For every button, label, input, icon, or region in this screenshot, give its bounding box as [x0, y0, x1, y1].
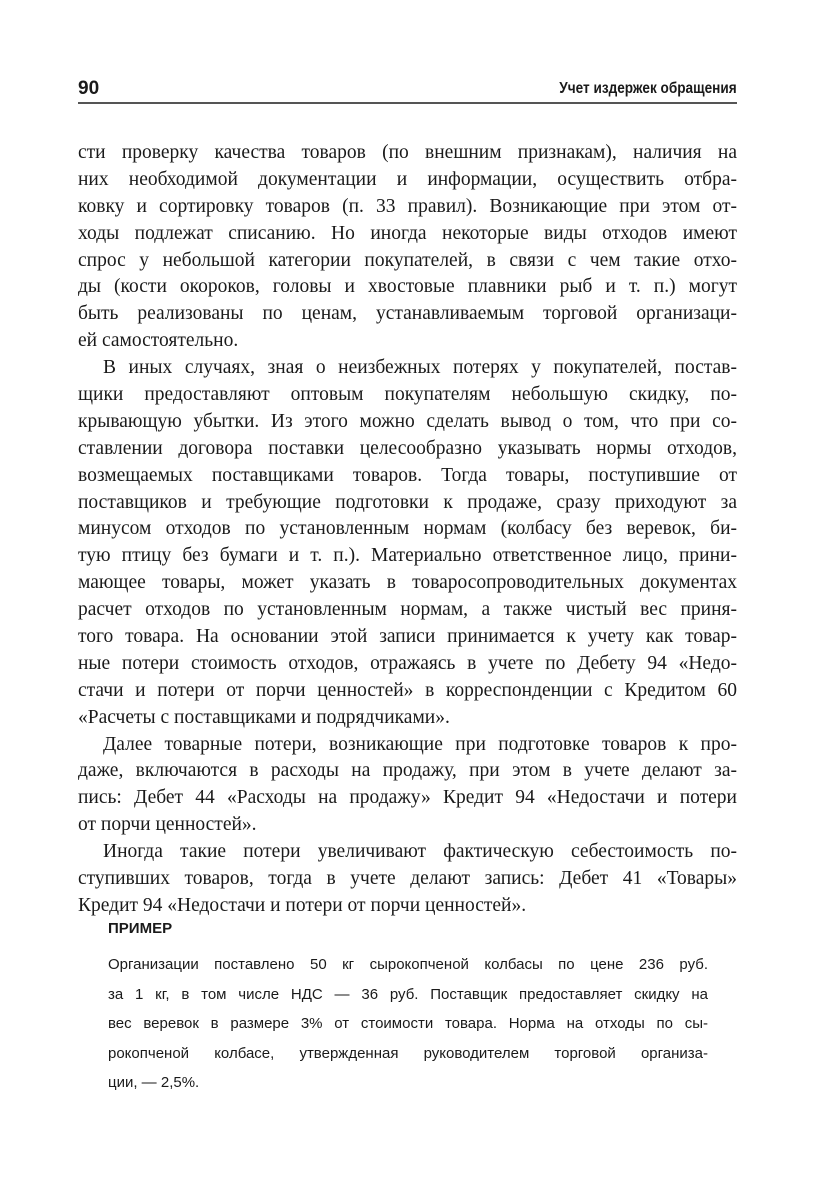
- text-line: ставлении договора поставки целесообразно указывать нормы отходов,: [78, 437, 737, 459]
- text-line: поставщиков и требующие подготовки к продаже, сразу приходуют за: [78, 491, 737, 513]
- text-line: пись: Дебет 44 «Расходы на продажу» Кредит 94 «Недостачи и потери: [78, 787, 737, 809]
- text-line: возмещаемых поставщиками товаров. Тогда товары, поступившие от: [78, 464, 737, 486]
- running-header: [78, 76, 737, 104]
- text-line: ды (кости окороков, головы и хвостовые плавники рыб и т. п.) могут: [78, 276, 737, 298]
- running-title: Учет издержек обращения: [559, 80, 737, 97]
- text-line: того товара. На основании этой записи принимается к учету как товар-: [78, 626, 737, 648]
- text-line: ей самостоятельно.: [78, 330, 239, 352]
- page-number: 90: [78, 78, 100, 99]
- text-line: Кредит 94 «Недостачи и потери от порчи ценностей».: [78, 894, 527, 916]
- text-line: быть реализованы по ценам, устанавливаемым торговой организаци-: [78, 303, 737, 325]
- example-text: [108, 950, 708, 1098]
- text-line: В иных случаях, зная о неизбежных потерях у покупателей, постав-: [103, 357, 737, 379]
- text-line: стачи и потери от порчи ценностей» в корреспонденции с Кредитом 60: [78, 679, 737, 701]
- text-line: ковку и сортировку товаров (п. 33 правил). Возникающие при этом от-: [78, 195, 737, 217]
- text-line: щики предоставляют оптовым покупателям небольшую скидку, по-: [78, 384, 737, 406]
- text-line: «Расчеты с поставщиками и подрядчиками».: [78, 706, 450, 728]
- example-line: ции, — 2,5%.: [108, 1074, 200, 1091]
- example-line: за 1 кг, в том числе НДС — 36 руб. Поставщик предоставляет скидку на: [108, 985, 708, 1003]
- text-line: сти проверку качества товаров (по внешним признакам), наличия на: [78, 142, 737, 163]
- example-title: ПРИМЕР: [108, 920, 173, 937]
- example-line: вес веревок в размере 3% от стоимости товара. Норма на отходы по сы-: [108, 1015, 708, 1032]
- text-line: них необходимой документации и информации, осуществить отбра-: [78, 168, 737, 190]
- example-line: Организации поставлено 50 кг сырокопченой колбасы по цене 236 руб.: [108, 956, 708, 973]
- text-line: от порчи ценностей».: [78, 814, 257, 836]
- text-line: Иногда такие потери увеличивают фактическую себестоимость по-: [103, 841, 737, 863]
- text-line: расчет отходов по установленным нормам, а также чистый вес приня-: [78, 599, 737, 621]
- text-line: тую птицу без бумаги и т. п.). Материально ответственное лицо, прини-: [78, 545, 737, 567]
- text-line: ступивших товаров, тогда в учете делают запись: Дебет 41 «Товары»: [78, 868, 737, 890]
- text-line: ходы подлежат списанию. Но иногда некоторые виды отходов имеют: [78, 222, 737, 244]
- text-line: даже, включаются в расходы на продажу, при этом в учете делают за-: [78, 760, 737, 782]
- text-line: спрос у небольшой категории покупателей, в связи с чем такие отхо-: [78, 249, 737, 271]
- example-block: [108, 920, 708, 1098]
- text-line: мающее товары, может указать в товаросопроводительных документах: [78, 572, 737, 594]
- text-line: минусом отходов по установленным нормам (колбасу без веревок, би-: [78, 518, 737, 540]
- example-line: рокопченой колбасе, утвержденная руководителем торговой организа-: [108, 1044, 708, 1062]
- body-text: [78, 140, 737, 920]
- text-line: крывающую убытки. Из этого можно сделать вывод о том, что при со-: [78, 410, 737, 432]
- text-line: ные потери стоимость отходов, отражаясь в учете по Дебету 94 «Недо-: [78, 652, 737, 674]
- text-line: Далее товарные потери, возникающие при подготовке товаров к про-: [103, 733, 737, 755]
